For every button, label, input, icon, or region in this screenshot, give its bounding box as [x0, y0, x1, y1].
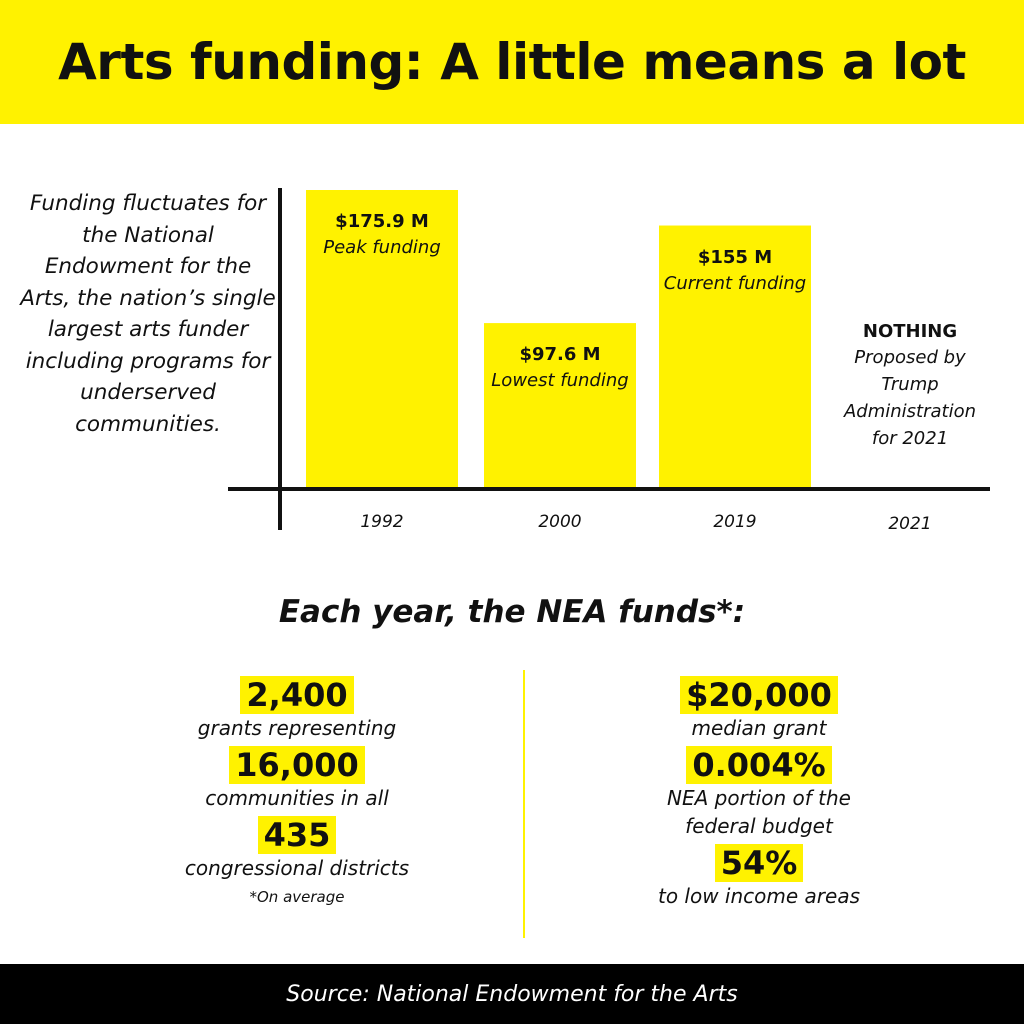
source-footer	[0, 964, 1024, 1024]
bar-value-2000: $97.6 M	[519, 344, 601, 366]
bar-note-2000: Lowest funding	[491, 370, 629, 392]
bar-value-2021: NOTHING	[862, 321, 958, 342]
page-title: Arts funding: A little means a lot	[58, 33, 966, 91]
footnote: *On average	[249, 888, 345, 906]
stat-grants-value: 2,400	[240, 676, 353, 714]
x-tick-2019: 2019	[713, 512, 757, 532]
stat-grants-caption: grants representing	[197, 716, 397, 740]
bar-note-2021: Proposed by Trump Administration for 2021	[843, 347, 977, 449]
stat-districts-value: 435	[258, 816, 337, 854]
bar-label-1992	[302, 210, 462, 261]
source-text: Source: National Endowment for the Arts	[286, 981, 738, 1007]
stat-communities-value: 16,000	[229, 746, 364, 784]
section-title: Each year, the NEA funds*:	[278, 594, 746, 630]
x-tick-1992: 1992	[360, 512, 404, 532]
bar-value-1992: $175.9 M	[335, 211, 429, 232]
stat-districts-caption: congressional districts	[184, 856, 410, 880]
chart-description: Funding fluctuates for the National Endowment for the Arts, the nation’s single largest arts funder including programs for underserved communities.	[20, 191, 276, 437]
stat-budget-portion-value: 0.004%	[686, 746, 831, 784]
bar-value-2019: $155 M	[697, 246, 773, 268]
stat-budget-portion-caption: NEA portion of the federal budget	[667, 786, 851, 838]
left-stats	[142, 672, 452, 910]
right-stats	[604, 672, 914, 910]
bar-label-2019	[655, 246, 815, 297]
bar-label-2000	[480, 343, 640, 394]
stat-communities-caption: communities in all	[205, 786, 389, 810]
stat-median-grant-value: $20,000	[680, 676, 838, 714]
stat-median-grant-caption: median grant	[691, 716, 827, 740]
x-tick-2021: 2021	[888, 514, 932, 534]
bar-note-1992: Peak funding	[323, 237, 441, 258]
bar-note-2019: Current funding	[663, 272, 807, 294]
stat-low-income-caption: to low income areas	[657, 884, 860, 908]
bar-label-2021	[830, 320, 990, 452]
stat-low-income-value: 54%	[715, 844, 804, 882]
column-divider	[523, 670, 525, 938]
x-tick-2000: 2000	[538, 512, 582, 532]
